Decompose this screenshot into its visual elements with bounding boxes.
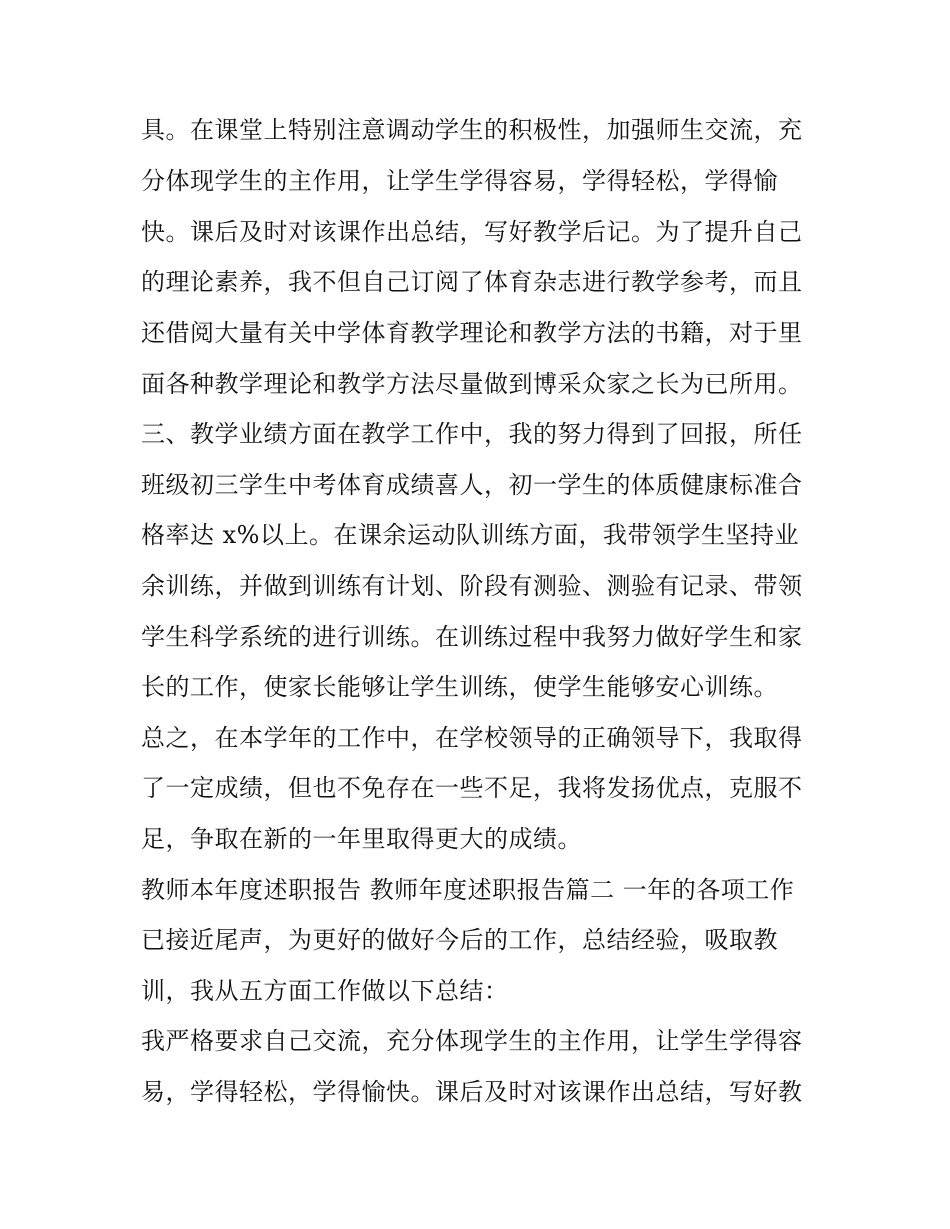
text-line: 分体现学生的主作用，让学生学得容易，学得轻松，学得愉: [141, 167, 778, 195]
text-line: 长的工作，使家长能够让学生训练，使学生能够安心训练。: [141, 673, 778, 701]
text-line: 教师本年度述职报告 教师年度述职报告篇二 一年的各项工作: [141, 876, 795, 904]
text-line: 班级初三学生中考体育成绩喜人，初一学生的体质健康标准合: [141, 471, 803, 499]
text-line: 了一定成绩，但也不免存在一些不足，我将发扬优点，克服不: [141, 774, 803, 802]
text-line: 具。在课堂上特别注意调动学生的积极性，加强师生交流，充: [141, 116, 803, 144]
text-line: 总之，在本学年的工作中，在学校领导的正确领导下，我取得: [141, 724, 803, 752]
text-line: 我严格要求自己交流，充分体现学生的主作用，让学生学得容: [141, 1027, 803, 1055]
text-line: 还借阅大量有关中学体育教学理论和教学方法的书籍，对于里: [141, 319, 803, 347]
text-line: 训，我从五方面工作做以下总结：: [141, 977, 509, 1005]
text-line: 快。课后及时对该课作出总结，写好教学后记。为了提升自己: [141, 218, 803, 246]
text-line: 余训练，并做到训练有计划、阶段有测验、测验有记录、带领: [141, 572, 803, 600]
text-line: 面各种教学理论和教学方法尽量做到博采众家之长为已所用。: [141, 370, 803, 398]
text-line: 三、教学业绩方面在教学工作中，我的努力得到了回报，所任: [141, 420, 803, 448]
text-line: 格率达 x%以上。在课余运动队训练方面，我带领学生坚持业: [141, 521, 799, 549]
text-line: 的理论素养，我不但自己订阅了体育杂志进行教学参考，而且: [141, 268, 803, 296]
text-line: 已接近尾声，为更好的做好今后的工作，总结经验，吸取教: [141, 926, 778, 954]
text-line: 学生科学系统的进行训练。在训练过程中我努力做好学生和家: [141, 623, 803, 651]
text-line: 足，争取在新的一年里取得更大的成绩。: [141, 825, 582, 853]
text-line: 易，学得轻松，学得愉快。课后及时对该课作出总结，写好教: [141, 1078, 803, 1106]
